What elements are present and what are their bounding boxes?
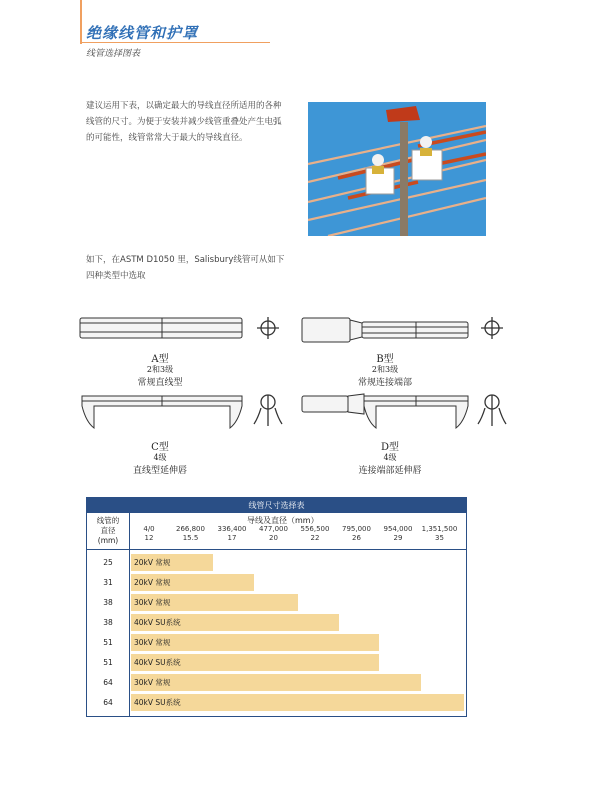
type-d-desc: 连接端部延伸唇 — [358, 466, 422, 476]
kcmil-header: 266,800 — [176, 525, 205, 533]
range-bar: 30kV 常规 — [131, 674, 421, 691]
range-bar: 40kV SU系统 — [131, 694, 464, 711]
kcmil-header: 4/0 — [143, 525, 155, 533]
type-a-title: A型 — [151, 354, 169, 365]
type-c-caption — [120, 438, 200, 476]
type-a-class: 2和3级 — [146, 365, 174, 374]
row-diameter: 38 — [103, 618, 113, 627]
kcmil-header: 795,000 — [342, 525, 371, 533]
type-c-section-icon — [254, 395, 282, 426]
type-c-desc: 直线型延伸唇 — [132, 466, 187, 476]
row-diameter: 38 — [103, 598, 113, 607]
mm-header: 15.5 — [182, 534, 199, 542]
cover-type-diagrams — [70, 310, 530, 480]
type-b-section-icon — [481, 317, 503, 339]
page-title: 绝缘线管和护罩 — [86, 24, 199, 42]
type-b-desc: 常规连接端部 — [357, 378, 412, 388]
table-title: 线管尺寸选择表 — [87, 498, 466, 513]
type-a-desc: 常规直线型 — [137, 378, 183, 388]
row-diameter: 64 — [103, 678, 113, 687]
row-header — [87, 513, 129, 547]
mm-header: 26 — [352, 534, 361, 542]
range-bar: 40kV SU系统 — [131, 654, 379, 671]
type-d-drawing — [302, 394, 468, 428]
type-a-drawing — [80, 318, 242, 338]
row-diameter: 31 — [103, 578, 113, 587]
mm-header: 35 — [435, 534, 444, 542]
mm-header: 12 — [144, 534, 154, 542]
kcmil-header: 336,400 — [217, 525, 247, 533]
type-c-title: C型 — [151, 442, 169, 453]
type-c-drawing — [82, 396, 242, 428]
range-bar: 20kV 常规 — [131, 574, 254, 591]
row-diameter: 64 — [103, 698, 113, 707]
type-d-section-icon — [478, 395, 506, 426]
mm-header: 20 — [269, 534, 278, 542]
title-rule — [80, 42, 270, 43]
range-bar: 30kV 常规 — [131, 634, 379, 651]
kcmil-header: 556,500 — [300, 525, 330, 533]
range-bar: 40kV SU系统 — [131, 614, 339, 631]
mm-header: 22 — [310, 534, 320, 542]
row-diameter: 25 — [103, 558, 113, 567]
range-bar: 30kV 常规 — [131, 594, 298, 611]
row-header-line1: 线管的 — [96, 516, 120, 525]
type-b-drawing — [302, 318, 468, 342]
type-a-caption — [120, 350, 200, 388]
type-b-class: 2和3级 — [371, 365, 399, 374]
title-accent-bar — [80, 0, 82, 44]
type-d-caption — [340, 438, 440, 476]
column-divider — [129, 513, 130, 716]
type-b-title: B型 — [376, 354, 394, 365]
type-d-title: D型 — [380, 442, 400, 453]
range-bar: 20kV 常规 — [131, 554, 213, 571]
type-b-caption — [340, 350, 430, 388]
cover-size-selection-table — [86, 497, 467, 717]
mm-header: 29 — [393, 534, 403, 542]
row-header-line3: (mm) — [97, 536, 119, 545]
mm-header: 17 — [227, 534, 237, 542]
type-d-class: 4级 — [383, 453, 397, 462]
table-subtitle: 导线及直径（mm） — [247, 516, 319, 525]
type-c-class: 4级 — [153, 453, 167, 462]
kcmil-header: 477,000 — [259, 525, 288, 533]
types-intro-paragraph: 如下，在ASTM D1050 里，Salisbury线管可从如下四种类型中选取 — [86, 255, 285, 281]
row-diameter: 51 — [103, 638, 113, 647]
page-subtitle: 线管选择图表 — [86, 49, 141, 59]
type-a-section-icon — [257, 317, 279, 339]
row-diameter: 51 — [103, 658, 113, 667]
kcmil-header: 954,000 — [383, 525, 413, 533]
intro-paragraph: 建议运用下表，以确定最大的导线直径所适用的各种线管的尺寸。为便于安装并减少线管重叠处产生电弧的可能性，线管常常大于最大的导线直径。 — [86, 101, 282, 143]
lineman-photo — [308, 102, 486, 236]
header-divider — [87, 549, 466, 550]
row-header-line2: 直径 — [100, 526, 116, 535]
kcmil-header: 1,351,500 — [421, 525, 458, 533]
